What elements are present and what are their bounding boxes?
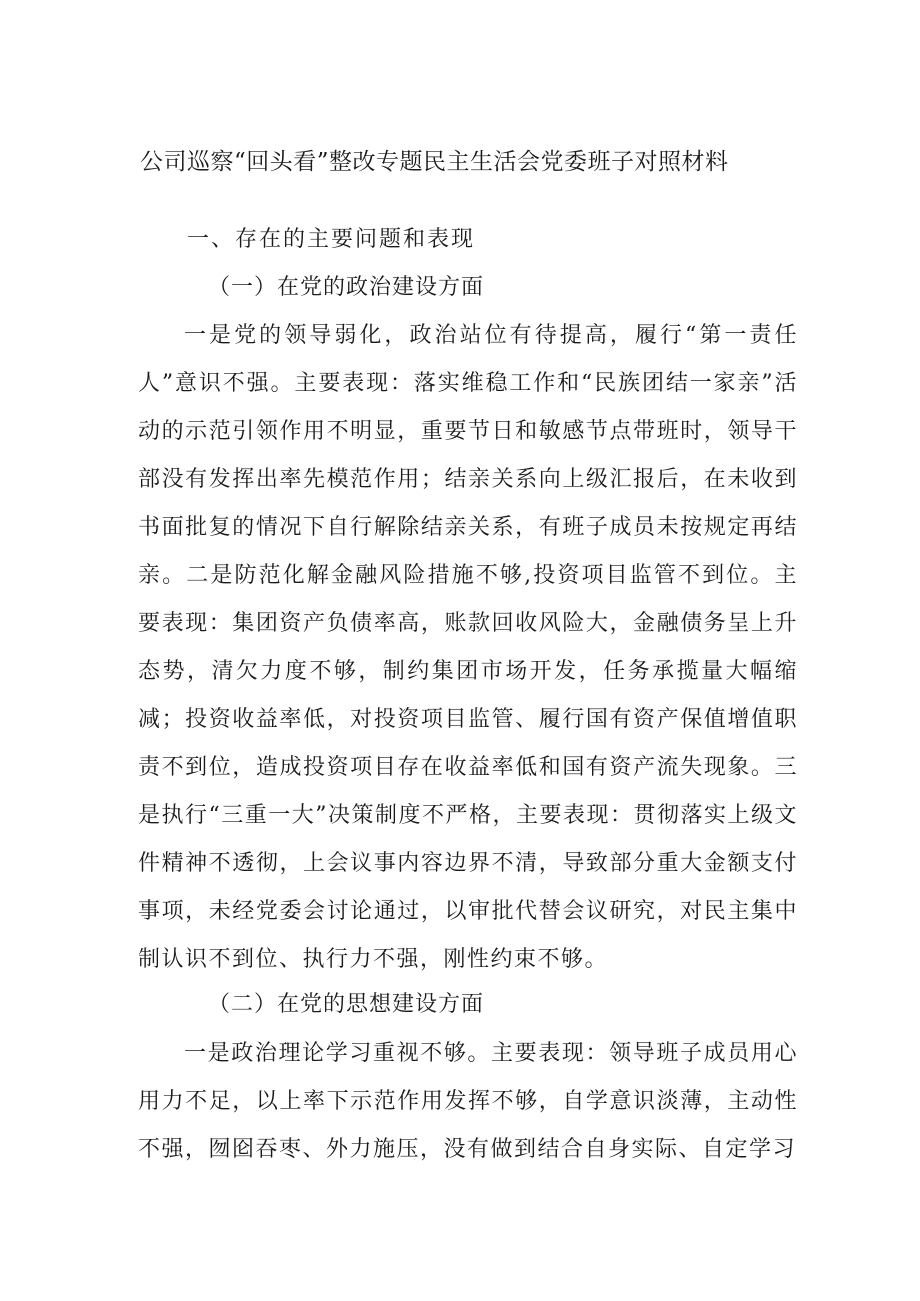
document-title: 公司巡察“回头看”整改专题民主生活会党委班子对照材料: [140, 149, 729, 175]
section-heading: 一、存在的主要问题和表现: [187, 227, 476, 252]
subsection-heading-political: （一）在党的政治建设方面: [208, 275, 485, 300]
paragraph-ideological: 一是政治理论学习重视不够。主要表现：领导班子成员用心用力不足，以上率下示范作用发挥不够，自学意识淡薄，主动性不强，囫囵吞枣、外力施压，没有做到结合自身实际、自定学习: [138, 1041, 798, 1162]
paragraph-political: 一是党的领导弱化，政治站位有待提高，履行“第一责任人”意识不强。主要表现：落实维稳工作和“民族团结一家亲”活动的示范引领作用不明显，重要节日和敏感节点带班时，领导干部没有发挥出率先模范作用；结亲关系向上级汇报后，在未收到书面批复的情况下自行解除结亲关系，有班子成员未按规定再结亲。二是防范化解金融风险措施不够,投资项目监管不到位。主要表现：集团资产负债率高，账款回收风险大，金融债务呈上升态势，清欠力度不够，制约集团市场开发，任务承揽量大幅缩减；投资收益率低，对投资项目监管、履行国有资产保值增值职责不到位，造成投资项目存在收益率低和国有资产流失现象。三是执行“三重一大”决策制度不严格，主要表现：贯彻落实上级文件精神不透彻，上会议事内容边界不清，导致部分重大金额支付事项，未经党委会讨论通过，以审批代替会议研究，对民主集中制认识不到位、执行力不强，刚性约束不够。: [138, 323, 798, 972]
subsection-heading-ideological: （二）在党的思想建设方面: [208, 992, 485, 1017]
